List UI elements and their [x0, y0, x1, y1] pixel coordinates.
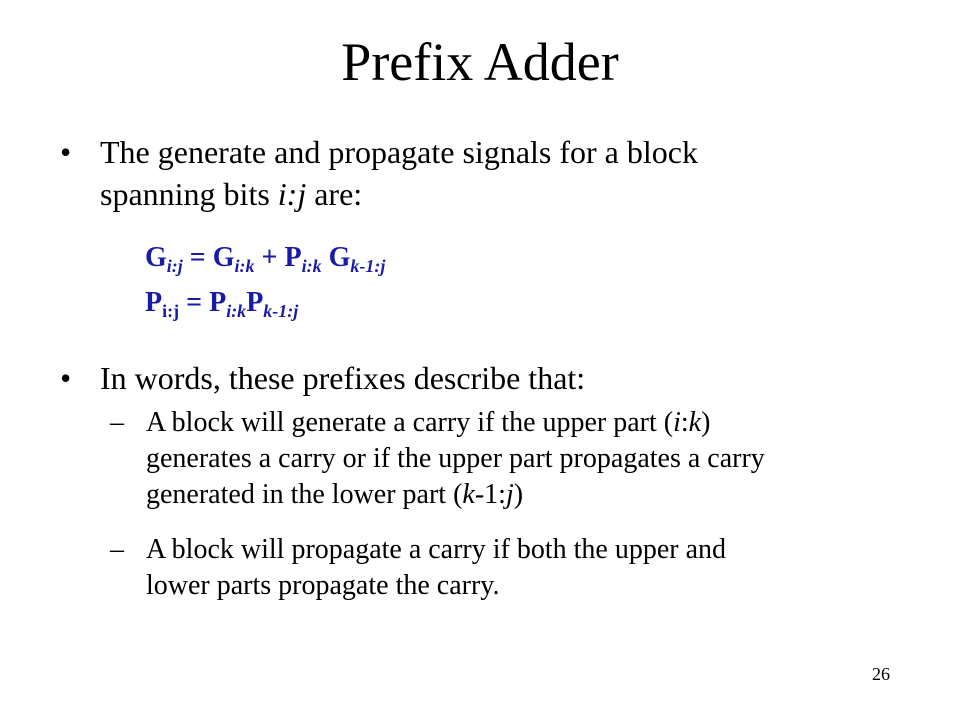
bullet-line-2-post: are:: [306, 176, 363, 212]
text-run: ): [513, 479, 524, 510]
eq-operator: +: [254, 242, 285, 273]
text-run-italic: k: [462, 479, 475, 510]
text-run: A block will generate a carry if the upper part (: [146, 407, 674, 438]
text-run: -1:: [474, 479, 506, 510]
bullet-marker: •: [60, 360, 72, 396]
eq-symbol: G: [328, 242, 351, 273]
sub-bullet-generate: [110, 405, 900, 513]
slide-title: Prefix Adder: [341, 32, 619, 92]
bit-range: i:j: [277, 176, 307, 212]
eq-space: [322, 242, 329, 273]
sub-bullet-marker: –: [110, 534, 124, 565]
eq-subscript: i:k: [226, 301, 247, 321]
page-number: 26: [872, 664, 890, 684]
bullet-in-words: [60, 357, 860, 399]
bullet-text: [100, 131, 860, 215]
text-run: generated in the lower part (: [146, 479, 463, 510]
eq-subscript: i:k: [234, 256, 255, 276]
eq-subscript: i:k: [301, 256, 322, 276]
eq-subscript: k-1:j: [350, 256, 386, 276]
eq-symbol: P: [284, 242, 302, 273]
eq-subscript: i:j: [166, 256, 183, 276]
eq-operator: =: [179, 287, 210, 318]
eq-symbol: P: [145, 287, 163, 318]
eq-subscript: k-1:j: [263, 301, 299, 321]
bullet-line-2-pre: spanning bits: [100, 176, 278, 212]
sub-bullet-text: [146, 405, 900, 513]
text-run: generates a carry or if the upper part propagates a carry: [146, 443, 765, 474]
sub-bullet-marker: –: [110, 407, 124, 438]
eq-subscript: i:j: [162, 301, 180, 321]
eq-symbol: G: [145, 242, 167, 273]
generate-equation: [145, 240, 385, 284]
bullet-generate-propagate: [60, 131, 860, 215]
text-run: ): [701, 407, 711, 438]
text-run-italic: k: [688, 407, 702, 438]
text-run: :: [680, 407, 689, 438]
sub-bullet-text: [146, 532, 900, 604]
sub-bullet-propagate: [110, 532, 900, 604]
bullet-marker: •: [60, 134, 72, 170]
bullet-line-1: The generate and propagate signals for a block: [100, 134, 698, 170]
eq-operator: =: [182, 242, 213, 273]
text-run-italic: j: [505, 479, 514, 510]
text-run-italic: i: [673, 407, 681, 438]
text-run: A block will propagate a carry if both the upper and: [146, 534, 727, 565]
propagate-equation: [145, 285, 298, 329]
bullet-text: In words, these prefixes describe that:: [100, 360, 586, 396]
eq-symbol: P: [209, 287, 227, 318]
text-run: lower parts propagate the carry.: [146, 570, 500, 601]
eq-symbol: P: [246, 287, 264, 318]
eq-symbol: G: [212, 242, 235, 273]
